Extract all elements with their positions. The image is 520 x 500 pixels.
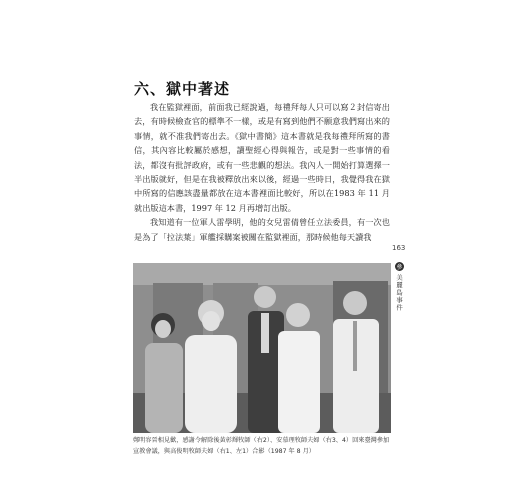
- paragraph-1: 我在監獄裡面，前面我已經說過，每禮拜每人只可以寫２封信寄出去，有時候檢查官的標準不一樣，或是有寫到他們不願意我們寫出來的事情，就不准我們寄出去。《獄中書簡》這本書就是我每禮拜所寫的書信，其內容比較屬於感想，讀聖經心得與報告，或是對一些事情的看法，都沒有批評政府，或有一些悲觀的想法。我內人一開始打算選擇一半出版就好，但是在我被釋放出來以後，經過一些時日，我覺得我在獄中所寫的信應該盡量都放在這本書裡面比較好，所以在1983 年 11 月就出版這本書，1997 年 12 月再增訂出版。: [134, 102, 390, 213]
- section-heading: 六、獄中著述: [134, 80, 231, 98]
- chapter-badge: 參: [396, 264, 403, 271]
- page-number: 163: [392, 244, 406, 252]
- group-photo-illustration: [133, 263, 391, 433]
- body-text: [134, 100, 390, 244]
- paragraph-2: 我知道有一位軍人雷學明，他的女兒雷倩曾任立法委員，有一次也是為了「拉法葉」軍艦採購案被關在監獄裡面，那時候他每天讀我: [134, 217, 390, 242]
- photo-caption: 鄭明容晉相見歡，感謝令解除後黃彰輝牧師（右2）、安慕理牧師夫婦（右3、4）回來臺灣參加宣教會議，與高俊明牧師夫婦（右1、左1）合影（1987 年 8 月）: [133, 437, 390, 455]
- chapter-side-title: 美麗島事件: [395, 274, 403, 312]
- group-photo: [133, 263, 391, 433]
